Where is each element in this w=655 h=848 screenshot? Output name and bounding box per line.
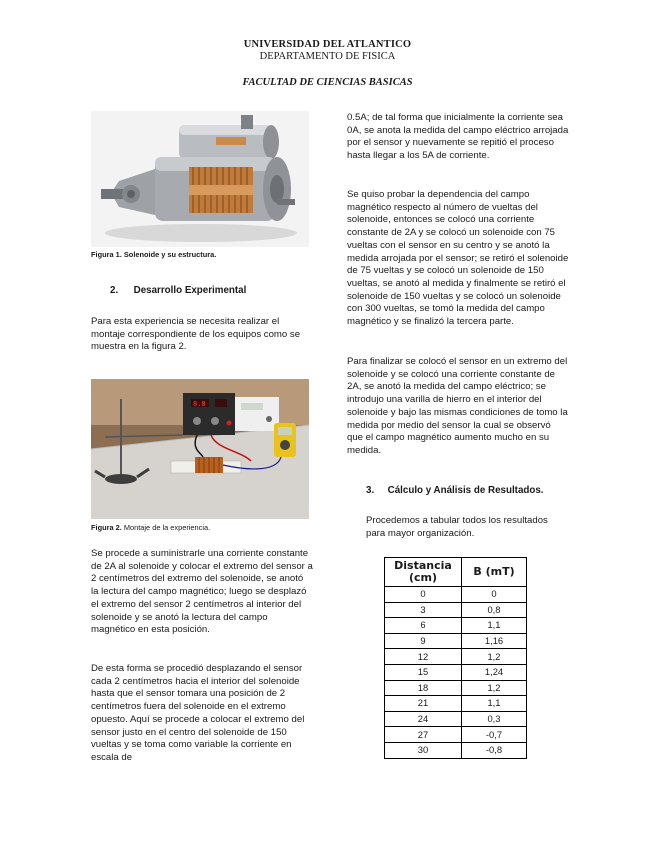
table-row [385,633,527,649]
intro-paragraph-text: Para esta experiencia se necesita realizar el montaje correspondiente de los equipos como se muestra en la figura 2. [91,316,301,353]
figure-1-image [91,111,309,247]
table-row [385,711,527,727]
table-row [385,696,527,712]
university-name: UNIVERSIDAD DEL ATLANTICO [243,39,412,50]
figure-1-caption [91,250,216,259]
right-paragraph-1-text: 0.5A; de tal forma que inicialmente la corriente sea 0A, se anota la medida del campo eléctrico arrojada por el sensor y nuevamente se repitió el proceso hasta llegar a los 5A de corriente. [347,112,569,162]
right-paragraph-1 [347,112,569,163]
distance-cell: 27 [385,727,462,743]
table-body [385,587,527,759]
distance-cell: 15 [385,664,462,680]
left-paragraph-1-text: Se procede a suministrarle una corriente constante de 2A al solenoide y colocar el extremo del sensor a 2 centímetros del extremo del solenoide, se anotó la lectura del campo magnético; luego se desplazó el extremo del sensor 2 centímetros al interior del solenoide y se anotó la lectura del campo magnético en esta posición. [91,548,313,636]
table-row [385,602,527,618]
figure-1-caption-text: Solenoide y su estructura. [123,250,217,259]
distance-cell: 3 [385,602,462,618]
table-header-row [385,558,527,587]
distance-cell: 0 [385,587,462,603]
svg-text:8.8: 8.8 [193,400,206,408]
section-2-title: Desarrollo Experimental [133,285,247,296]
right-paragraph-2-text: Se quiso probar la dependencia del campo magnético respecto al número de vueltas del solenoide, entonces se colocó una corriente constante de 2A y se colocó un solenoide con 75 vueltas con el sensor en su centro y se anotó la medida arrojada por el sensor; se retiró el solenoide de 75 vueltas y se colocó un solenoide de 150 vueltas, se anotó al medida y finalmente se retiró el solenoide de 150 vueltas y se colocó un solenoide con 300 vueltas, se tomó la medida del campo magnético y se finalizó la tercera parte. [347,189,569,328]
table-row [385,742,527,758]
table-row [385,664,527,680]
left-paragraph-2 [91,663,313,765]
right-paragraph-2 [347,189,569,329]
column-header-b: B (mT) [462,558,527,587]
table-row [385,618,527,634]
table-intro-text: Procedemos a tabular todos los resultados para mayor organización. [366,515,548,539]
results-table-wrapper [384,557,527,759]
b-value-cell: 1,16 [462,633,527,649]
column-header-distance: Distancia (cm) [385,558,462,587]
distance-cell: 6 [385,618,462,634]
right-paragraph-3-text: Para finalizar se colocó el sensor en un extremo del solenoide y se colocó una corriente constante de 2A, se anotó la medida del campo eléctrico; se introdujo una varilla de hierro en el interior del solenoide y bajo las mismas condiciones de tomo la medida por medio del sensor la cual se observó que el campo magnético aumento mucho en su medida. [347,356,568,456]
b-value-cell: 0,3 [462,711,527,727]
distance-cell: 12 [385,649,462,665]
left-paragraph-2-text: De esta forma se procedió desplazando el sensor cada 2 centímetros hacia el interior del solenoide hasta que el sensor tomara una posición de 2 centímetros fuera del solenoide en el extremo opuesto. Aquí se procede a colocar el extremo del sensor justo en el centro del solenoide de 150 vueltas y se toma como variable la corriente en escala de [91,663,305,763]
b-value-cell: -0,8 [462,742,527,758]
section-3-heading [366,485,544,496]
section-3-number: 3. [366,485,375,496]
figure-2-image [91,379,309,519]
department-name: DEPARTAMENTO DE FISICA [259,51,396,62]
b-value-cell: 1,2 [462,680,527,696]
figure-1-label: Figura 1. [91,250,122,259]
distance-cell: 24 [385,711,462,727]
distance-cell: 21 [385,696,462,712]
results-table [384,557,527,759]
b-value-cell: 1,2 [462,649,527,665]
figure-2-caption [91,523,210,532]
b-value-cell: 1,24 [462,664,527,680]
b-value-cell: 0,8 [462,602,527,618]
table-row [385,727,527,743]
b-value-cell: -0,7 [462,727,527,743]
left-paragraph-1 [91,548,313,637]
table-row [385,587,527,603]
b-value-cell: 0 [462,587,527,603]
b-value-cell: 1,1 [462,696,527,712]
distance-cell: 18 [385,680,462,696]
section-2-number: 2. [110,285,119,296]
b-value-cell: 1,1 [462,618,527,634]
distance-cell: 9 [385,633,462,649]
table-row [385,649,527,665]
section-2-heading [110,285,246,296]
right-paragraph-3 [347,356,569,458]
table-intro-paragraph [366,515,556,540]
table-row [385,680,527,696]
intro-paragraph [91,316,309,354]
distance-cell: 30 [385,742,462,758]
figure-2-caption-text: Montaje de la experiencia. [123,523,211,532]
figure-2-label: Figura 2. [91,523,122,532]
section-3-title: Cálculo y Análisis de Resultados. [387,485,544,496]
faculty-name: FACULTAD DE CIENCIAS BASICAS [242,77,413,88]
